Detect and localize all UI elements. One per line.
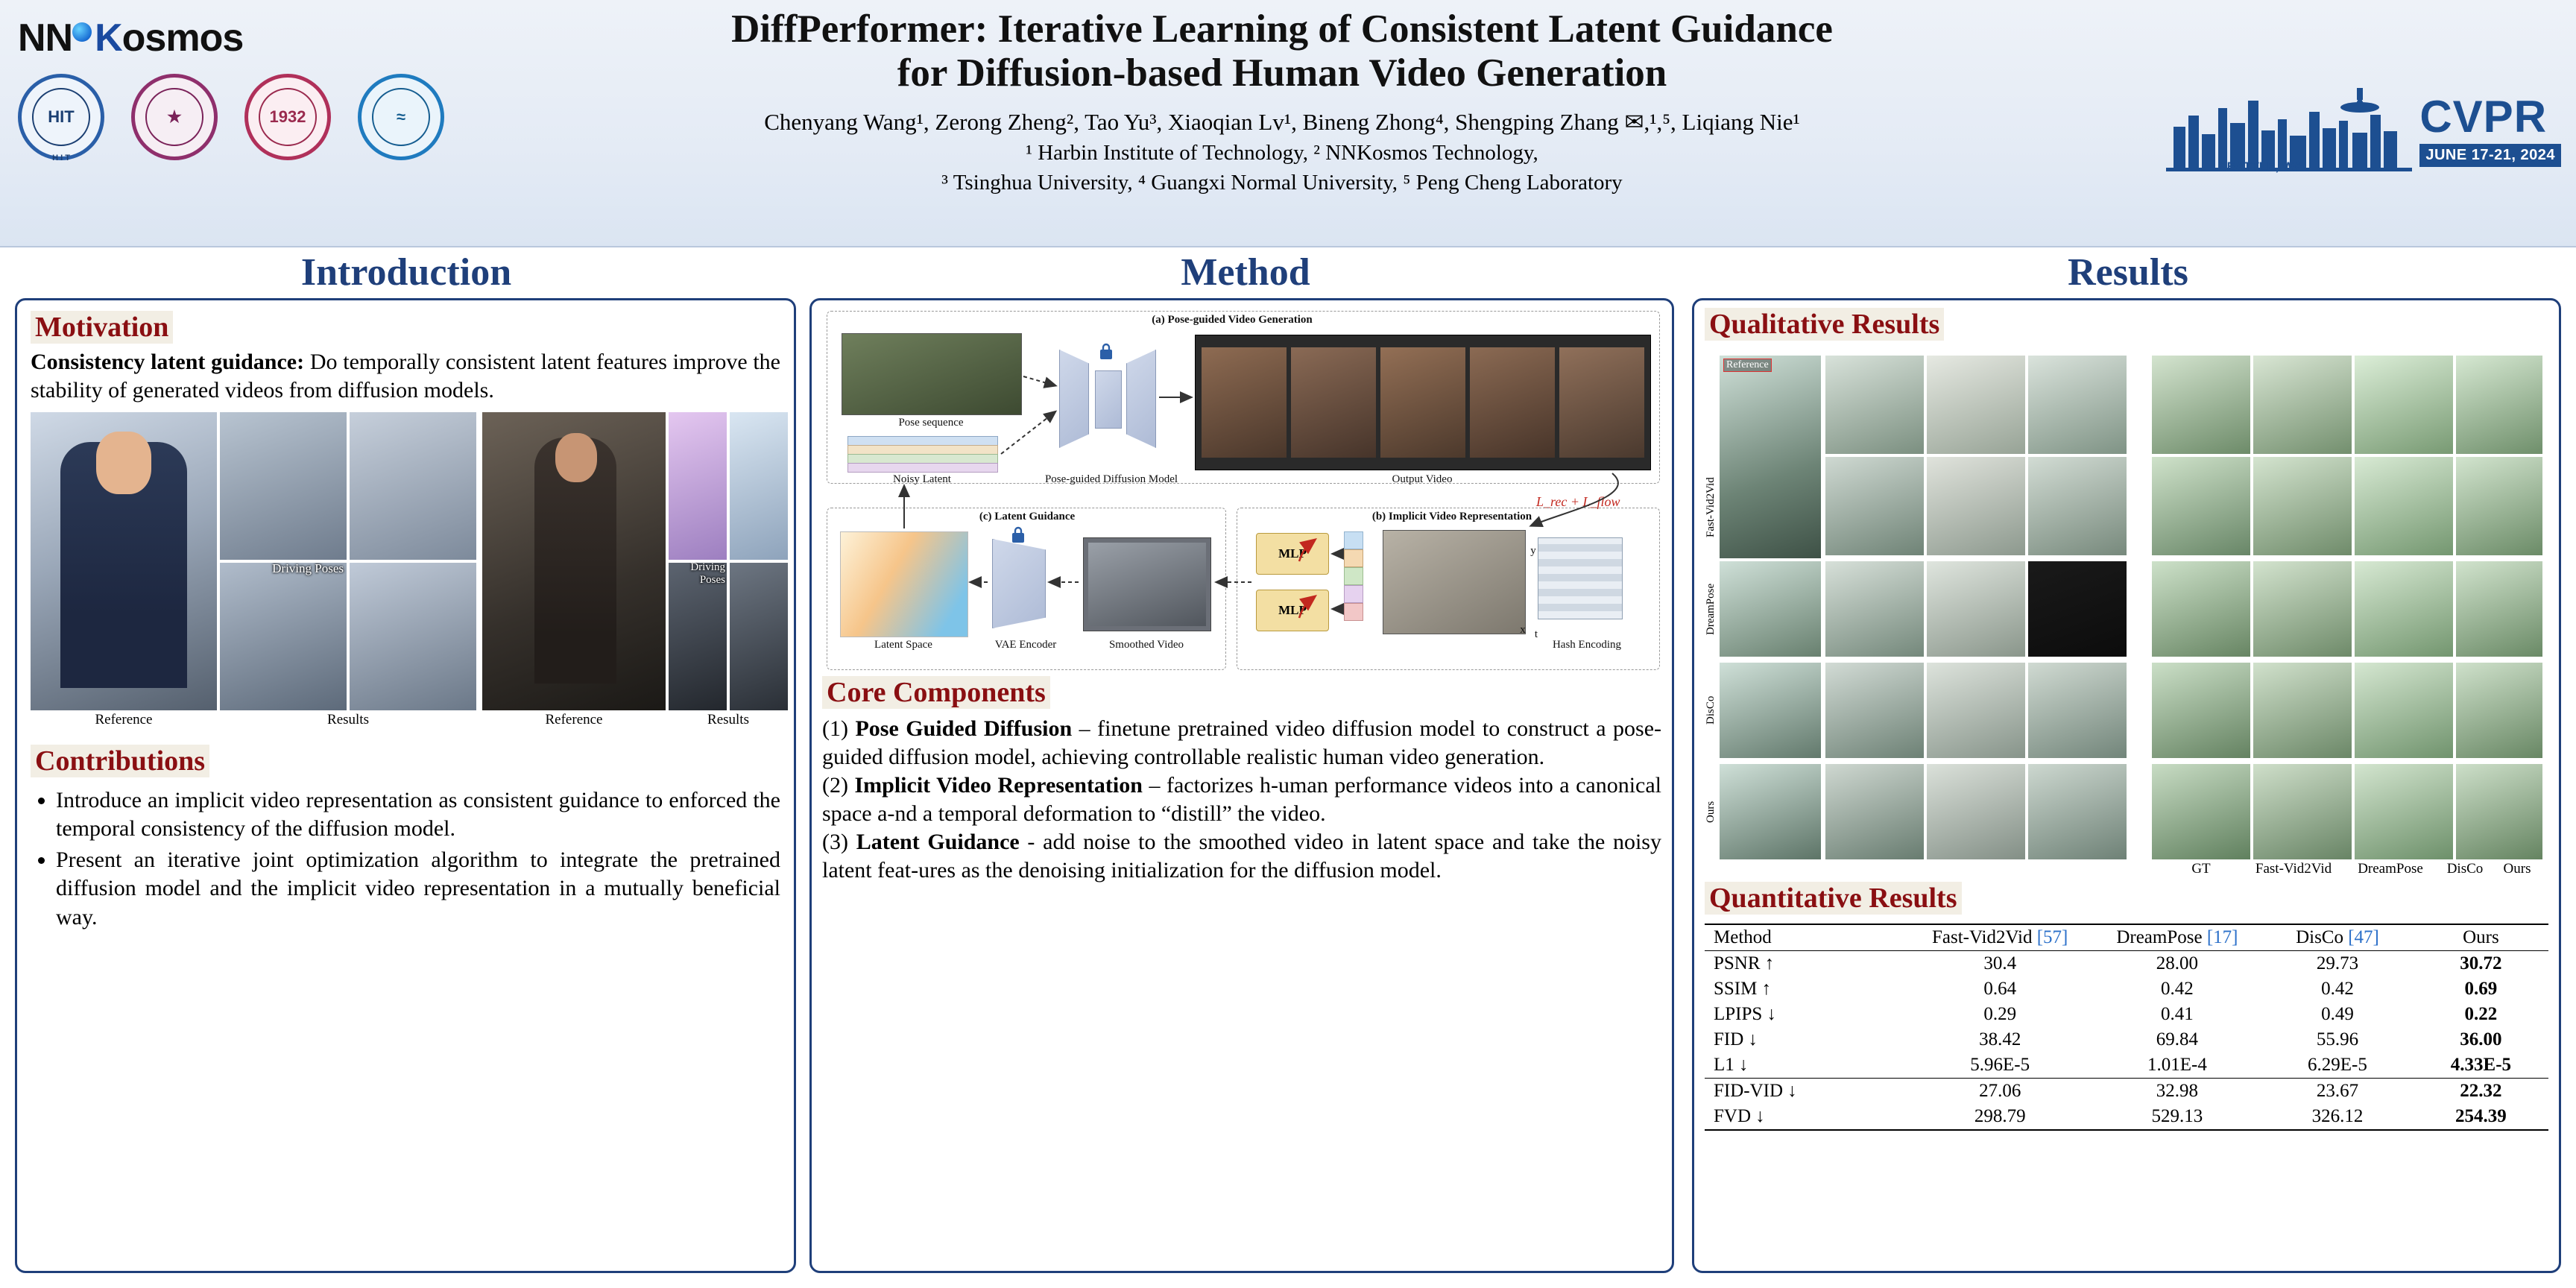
fidvid-dreampose: 32.98: [2156, 1081, 2199, 1101]
table-header-method: Method: [1714, 927, 1772, 947]
intro-caption-results-left: Results: [327, 712, 369, 728]
vae-encoder-label: VAE Encoder: [994, 639, 1057, 651]
row-label-disco: DisCo: [1705, 695, 1717, 725]
noisy-latent-label: Noisy Latent: [893, 473, 951, 485]
pcl-seal-icon: ≈: [358, 74, 444, 160]
result-cell-r5c5: [2253, 764, 2352, 859]
intro-fig-driving-poses-label-1: Driving Poses: [272, 563, 344, 576]
ssim-fastvid2vid: 0.64: [1983, 979, 2017, 999]
axis-y-label: y: [1530, 545, 1536, 557]
result-cell-r1c6: [2355, 356, 2453, 454]
row-metric-fvd: FVD ↓: [1714, 1106, 1765, 1126]
result-cell-r4c3: [2028, 663, 2127, 758]
row-metric-fid-vid: FID-VID ↓: [1714, 1081, 1797, 1101]
motivation-title: Motivation: [31, 311, 173, 344]
lpips-fastvid2vid: 0.29: [1983, 1004, 2017, 1024]
ouc-logo: [125, 72, 224, 162]
core-component-2: [822, 771, 1661, 828]
motivation-lead: Consistency latent guidance:: [31, 350, 305, 374]
cvpr-dates: JUNE 17-21, 2024: [2419, 144, 2561, 167]
loss-text: L_rec + L_flow: [1536, 494, 1620, 509]
table-row: [1705, 1079, 2548, 1105]
core-1-text: – finetune pretrained video diffusion model to construct a pose-guided diffusion model, achieving controllable realistic human video generation.: [822, 716, 1662, 770]
qualitative-results-title: Qualitative Results: [1705, 308, 1944, 341]
core-component-3: [822, 828, 1661, 885]
intro-fig-result-4: [350, 563, 476, 710]
axis-x-label: x: [1520, 624, 1526, 636]
result-cell-r1c5: [2253, 356, 2352, 454]
cvpr-name: CVPR: [2419, 91, 2548, 142]
reference-label: Reference: [1723, 359, 1772, 372]
result-cell-r1c1: [1825, 356, 1924, 454]
fid-fastvid2vid: 38.42: [1979, 1029, 2021, 1049]
introduction-panel: [15, 298, 796, 1273]
reference-image: [1720, 356, 1821, 558]
fvd-dreampose: 529.13: [2151, 1106, 2203, 1126]
diagram-a-title: (a) Pose-guided Video Generation: [1152, 314, 1313, 326]
author-list: Chenyang Wang¹, Zerong Zheng², Tao Yu³, Xiaoqian Lv¹, Bineng Zhong⁴, Shengping Zhang ✉,¹,⁵, Liqiang Nie¹: [764, 108, 1800, 135]
ouc-seal-icon: ★: [131, 74, 218, 160]
result-cell-r1c7: [2456, 356, 2542, 454]
affiliation-line-1: ¹ Harbin Institute of Technology, ² NNKosmos Technology,: [1026, 140, 1538, 165]
fidvid-fastvid2vid: 27.06: [1979, 1081, 2021, 1101]
intro-caption-results-right: Results: [707, 712, 749, 728]
psnr-fastvid2vid: 30.4: [1983, 953, 2017, 973]
pose-guided-diffusion-model-label: Pose-guided Diffusion Model: [1044, 473, 1178, 485]
mlp-block-2: MLP: [1256, 590, 1329, 631]
row-metric-psnr: PSNR ↑: [1714, 953, 1775, 973]
core-2-name: Implicit Video Representation: [854, 773, 1143, 798]
result-cell-r2c4: [2152, 457, 2250, 555]
result-cell-r2c6: [2355, 457, 2453, 555]
qualitative-results-figure: [1705, 348, 2551, 877]
fid-disco: 55.96: [2316, 1029, 2359, 1049]
logo-swoosh-icon: [72, 22, 92, 42]
hit-sub-label: H I T: [52, 154, 70, 162]
cvpr-text-block: [2419, 91, 2561, 167]
result-cell-r4c2: [1927, 663, 2025, 758]
lpips-ours: 0.22: [2464, 1004, 2498, 1024]
column-heading-introduction: Introduction: [300, 251, 512, 294]
row-metric-l1: L1 ↓: [1714, 1055, 1749, 1075]
table-row: [1705, 951, 2548, 977]
result-cell-r2c5: [2253, 457, 2352, 555]
result-cell-r3c2: [1927, 561, 2025, 657]
reference-image-2: [1720, 561, 1821, 657]
diagram-c-title: (c) Latent Guidance: [979, 511, 1076, 523]
result-cell-r2c2: [1927, 457, 2025, 555]
core-3-num: (3): [822, 830, 848, 855]
result-cell-r3c4: [2152, 561, 2250, 657]
core-1-name: Pose Guided Diffusion: [855, 716, 1073, 741]
result-cell-r2c1: [1825, 457, 1924, 555]
fidvid-disco: 23.67: [2316, 1081, 2359, 1101]
result-cell-r5c7: [2456, 764, 2542, 859]
table-row: [1705, 976, 2548, 1002]
intro-caption-reference-left: Reference: [95, 712, 153, 728]
column-label-disco: DisCo: [2446, 861, 2484, 877]
contribution-item-1: • Introduce an implicit video representation as consistent guidance to enforced the temporal consistency of the diffusion model.: [56, 786, 780, 843]
intro-fig-result-3: [220, 563, 347, 710]
quantitative-results-title: Quantitative Results: [1705, 882, 1962, 915]
intro-fig-left-reference: [31, 412, 217, 710]
core-3-text: - add noise to the smoothed video in latent space and take the noisy latent feat-ures as the denoising initialization for the diffusion model.: [822, 830, 1661, 883]
pose-sequence-label: Pose sequence: [898, 417, 964, 429]
motivation-body: Do temporally consistent latent features improve the stability of generated videos from diffusion models.: [31, 350, 781, 403]
core-components-title: Core Components: [822, 676, 1050, 709]
intro-caption-reference-right: Reference: [545, 712, 603, 728]
title-block: [417, 7, 2147, 198]
result-cell-r5c1: [1825, 764, 1924, 859]
diagram-arrows: [822, 308, 1664, 673]
logo-k-text: K: [95, 16, 122, 60]
result-cell-r1c2: [1927, 356, 2025, 454]
cite-57: [57]: [2036, 927, 2068, 947]
core-1-num: (1): [822, 716, 848, 741]
reference-image-3: [1720, 663, 1821, 758]
paper-title-line-1: DiffPerformer: Iterative Learning of Consistent Latent Guidance: [731, 7, 1833, 51]
latent-space-label: Latent Space: [874, 639, 932, 651]
ssim-disco: 0.42: [2321, 979, 2354, 999]
paper-title-line-2: for Diffusion-based Human Video Generation: [897, 51, 1667, 95]
cite-17: [17]: [2206, 927, 2238, 947]
contributions-title: Contributions: [31, 745, 209, 777]
result-cell-r4c7: [2456, 663, 2542, 758]
result-cell-r4c5: [2253, 663, 2352, 758]
row-metric-fid: FID ↓: [1714, 1029, 1758, 1049]
table-header-fast-vid2vid: Fast-Vid2Vid [57]: [1931, 927, 2068, 947]
intro-fig-right-result-2: [730, 412, 788, 560]
intro-fig-result-2: [350, 412, 476, 560]
diagram-b-title: (b) Implicit Video Representation: [1371, 511, 1532, 523]
result-cell-r5c6: [2355, 764, 2453, 859]
row-label-dreampose: DreamPose: [1705, 583, 1717, 635]
intro-fig-right-result-3: [669, 563, 727, 710]
logo-nn-text: NN: [18, 16, 73, 60]
table-row: [1705, 1104, 2548, 1130]
contributions-list: [31, 786, 780, 931]
fvd-fastvid2vid: 298.79: [1974, 1106, 2026, 1126]
result-cell-r4c6: [2355, 663, 2453, 758]
seattle-skyline-icon: [2166, 82, 2412, 179]
gxnu-seal-icon: 1932: [244, 74, 331, 160]
table-header-dreampose: DreamPose [17]: [2116, 927, 2238, 947]
cvpr-location-label: SEATTLE, WA: [2218, 160, 2303, 174]
core-component-1: [822, 715, 1661, 771]
column-label-fast-vid2vid: Fast-Vid2Vid: [2255, 861, 2332, 877]
table-header-ours: Ours: [2463, 927, 2499, 947]
output-video-label: Output Video: [1392, 473, 1453, 485]
quantitative-results-table: [1705, 924, 2548, 1131]
intro-fig-right-result-1: [669, 412, 727, 560]
core-3-name: Latent Guidance: [856, 830, 1020, 855]
result-cell-r2c7: [2456, 457, 2542, 555]
cvpr-logo: [2114, 75, 2561, 186]
core-2-num: (2): [822, 773, 848, 798]
column-label-gt: GT: [2191, 861, 2211, 877]
axis-t-label: t: [1534, 628, 1538, 640]
column-heading-method: Method: [1181, 251, 1310, 294]
fid-dreampose: 69.84: [2156, 1029, 2199, 1049]
row-metric-ssim: SSIM ↑: [1714, 979, 1772, 999]
l1-fastvid2vid: 5.96E-5: [1970, 1055, 2030, 1075]
column-label-ours: Ours: [2503, 861, 2531, 877]
nnkosmos-logo: [18, 12, 316, 64]
result-cell-r4c4: [2152, 663, 2250, 758]
row-metric-lpips: LPIPS ↓: [1714, 1004, 1777, 1024]
ssim-ours: 0.69: [2464, 979, 2498, 999]
l1-dreampose: 1.01E-4: [2147, 1055, 2207, 1075]
row-label-ours: Ours: [1705, 801, 1717, 823]
core-2-text: – factorizes h-uman performance videos into a canonical space a-nd a temporal deformation to “distill” the video.: [822, 773, 1662, 827]
fvd-ours: 254.39: [2455, 1106, 2507, 1126]
lpips-dreampose: 0.41: [2161, 1004, 2194, 1024]
intro-fig-right-result-4: [730, 563, 788, 710]
smoothed-video-label: Smoothed Video: [1108, 639, 1184, 651]
reference-image-4: [1720, 764, 1821, 859]
results-panel: [1692, 298, 2561, 1273]
table-header-disco: DisCo [47]: [2296, 927, 2379, 947]
psnr-disco: 29.73: [2316, 953, 2359, 973]
table-row: [1705, 1002, 2548, 1027]
affiliation-line-2: ³ Tsinghua University, ⁴ Guangxi Normal University, ⁵ Peng Cheng Laboratory: [941, 170, 1623, 195]
psnr-ours: 30.72: [2460, 953, 2502, 973]
method-panel: [809, 298, 1674, 1273]
l1-disco: 6.29E-5: [2308, 1055, 2367, 1075]
result-cell-r2c3: [2028, 457, 2127, 555]
logo-osmos-text: osmos: [121, 16, 244, 60]
result-cell-r1c3: [2028, 356, 2127, 454]
fidvid-ours: 22.32: [2460, 1081, 2502, 1101]
column-label-dreampose: DreamPose: [2358, 861, 2423, 877]
result-cell-r5c2: [1927, 764, 2025, 859]
result-cell-r3c5: [2253, 561, 2352, 657]
cite-47: [47]: [2348, 927, 2379, 947]
ssim-dreampose: 0.42: [2161, 979, 2194, 999]
contribution-item-2: • Present an iterative joint optimization algorithm to integrate the pretrained diffusion model and the implicit video representation in a mutually beneficial way.: [56, 846, 780, 931]
hash-encoding-label: Hash Encoding: [1552, 639, 1622, 651]
result-cell-r5c4: [2152, 764, 2250, 859]
introduction-figure: [31, 412, 780, 728]
method-diagram: [822, 308, 1664, 673]
university-logos: [12, 72, 450, 162]
l1-ours: 4.33E-5: [2450, 1055, 2512, 1075]
gxnu-logo: [239, 72, 337, 162]
lpips-disco: 0.49: [2321, 1004, 2354, 1024]
hit-seal-icon: HIT: [18, 74, 104, 160]
intro-fig-result-1: [220, 412, 347, 560]
poster-header: [0, 0, 2576, 247]
result-cell-r1c4: [2152, 356, 2250, 454]
result-cell-r3c3: [2028, 561, 2127, 657]
column-heading-results: Results: [2068, 251, 2188, 294]
table-row: [1705, 1052, 2548, 1079]
table-row: [1705, 1027, 2548, 1052]
result-cell-r4c1: [1825, 663, 1924, 758]
result-cell-r3c1: [1825, 561, 1924, 657]
intro-fig-right-reference: [482, 412, 666, 710]
fid-ours: 36.00: [2460, 1029, 2502, 1049]
result-cell-r3c6: [2355, 561, 2453, 657]
fvd-disco: 326.12: [2311, 1106, 2364, 1126]
hit-logo: [12, 72, 110, 162]
result-cell-r5c3: [2028, 764, 2127, 859]
result-cell-r3c7: [2456, 561, 2542, 657]
row-label-fast-vid2vid: Fast-Vid2Vid: [1705, 477, 1717, 538]
motivation-text: [31, 348, 780, 405]
intro-fig-driving-poses-label-2: Driving Poses: [690, 563, 725, 587]
psnr-dreampose: 28.00: [2156, 953, 2199, 973]
mlp-block-1: MLP: [1256, 533, 1329, 575]
